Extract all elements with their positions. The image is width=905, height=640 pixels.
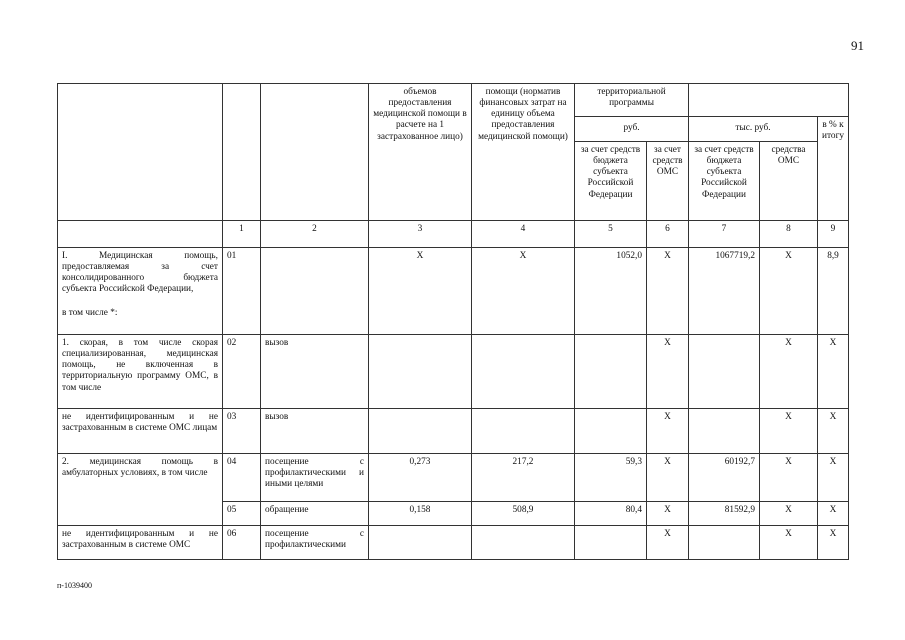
row-code: 02	[223, 335, 261, 409]
row-value: 217,2	[472, 454, 575, 502]
row-value: Х	[647, 335, 689, 409]
row-value	[472, 409, 575, 454]
row-value: 81592,9	[689, 502, 760, 526]
table-row	[58, 526, 849, 560]
row-name-extra: в том числе *:	[62, 307, 118, 318]
row-value	[472, 335, 575, 409]
row-value: Х	[760, 454, 818, 502]
row-value: 60192,7	[689, 454, 760, 502]
column-number: 7	[689, 221, 760, 248]
row-unit: посещение с профилактическими	[261, 526, 369, 560]
row-value: Х	[760, 248, 818, 335]
row-code: 05	[223, 502, 261, 526]
column-number: 2	[261, 221, 369, 248]
header-rub: руб.	[575, 117, 689, 142]
row-value: Х	[818, 409, 849, 454]
column-number: 4	[472, 221, 575, 248]
row-value: Х	[647, 454, 689, 502]
header-thous-rub: тыс. руб.	[689, 117, 818, 142]
header-budget-thous: за счет средств бюджета субъекта Российской Федерации	[689, 142, 760, 221]
row-unit: обращение	[261, 502, 369, 526]
row-value	[575, 335, 647, 409]
row-unit: посещение с профилактическими и иными целями	[261, 454, 369, 502]
row-value: Х	[760, 502, 818, 526]
row-name: не идентифицированным и не застрахованным в системе ОМС	[58, 526, 223, 560]
table-row	[58, 454, 849, 502]
table-row	[58, 335, 849, 409]
row-value: Х	[647, 526, 689, 560]
column-number: 9	[818, 221, 849, 248]
row-value: 0,158	[369, 502, 472, 526]
row-code: 01	[223, 248, 261, 335]
header-oms-thous: средства ОМС	[760, 142, 818, 221]
row-unit: вызов	[261, 409, 369, 454]
table-row	[58, 248, 849, 335]
row-name: не идентифицированным и не застрахованным в системе ОМС лицам	[58, 409, 223, 454]
header-row	[58, 84, 849, 117]
row-value	[575, 409, 647, 454]
row-name	[58, 248, 223, 335]
table-row	[58, 409, 849, 454]
row-value: Х	[369, 248, 472, 335]
header-territorial: территориальной программы	[575, 84, 689, 117]
row-value: Х	[472, 248, 575, 335]
row-unit: вызов	[261, 335, 369, 409]
row-value	[369, 526, 472, 560]
document-code: п-1039400	[57, 581, 92, 590]
row-value	[689, 526, 760, 560]
row-value	[369, 335, 472, 409]
row-value: Х	[760, 526, 818, 560]
header-budget-rub: за счет средств бюджета субъекта Российской Федерации	[575, 142, 647, 221]
row-value: Х	[647, 502, 689, 526]
row-value: 1052,0	[575, 248, 647, 335]
row-value: 59,3	[575, 454, 647, 502]
row-value	[689, 335, 760, 409]
row-code: 06	[223, 526, 261, 560]
column-number-row	[58, 221, 849, 248]
row-code: 03	[223, 409, 261, 454]
row-code: 04	[223, 454, 261, 502]
row-value: 508,9	[472, 502, 575, 526]
row-unit	[261, 248, 369, 335]
row-value: 0,273	[369, 454, 472, 502]
row-name: 2. медицинская помощь в амбулаторных условиях, в том числе	[58, 454, 223, 526]
column-number: 3	[369, 221, 472, 248]
row-value: Х	[760, 335, 818, 409]
row-name: 1. скорая, в том числе скорая специализированная, медицинская помощь, не включенная в территориальную программу ОМС, в том числе	[58, 335, 223, 409]
row-value	[575, 526, 647, 560]
header-cost-norm: помощи (норматив финансовых затрат на единицу объема предоставления медицинской помощи)	[472, 84, 575, 221]
column-number: 5	[575, 221, 647, 248]
header-oms-rub: за счет средств ОМС	[647, 142, 689, 221]
row-value: 8,9	[818, 248, 849, 335]
row-value	[369, 409, 472, 454]
column-number: 6	[647, 221, 689, 248]
row-value: Х	[818, 526, 849, 560]
row-value: 1067719,2	[689, 248, 760, 335]
row-value: Х	[760, 409, 818, 454]
header-cell-code	[223, 84, 261, 221]
column-number: 8	[760, 221, 818, 248]
header-cell-name	[58, 84, 223, 221]
row-value: Х	[818, 454, 849, 502]
header-cell-blank	[689, 84, 849, 117]
page-number: 91	[851, 38, 864, 53]
row-value: Х	[818, 335, 849, 409]
row-value: 80,4	[575, 502, 647, 526]
header-volume: объемов предоставления медицинской помощи в расчете на 1 застрахованное лицо)	[369, 84, 472, 221]
row-value	[689, 409, 760, 454]
row-value: Х	[647, 409, 689, 454]
header-percent: в % к итогу	[818, 117, 849, 221]
column-number: 1	[223, 221, 261, 248]
header-cell-unit	[261, 84, 369, 221]
row-value: Х	[647, 248, 689, 335]
row-value: Х	[818, 502, 849, 526]
row-name-text: I. Медицинская помощь, предоставляемая за счет консолидированного бюджета субъекта Российской Федерации,	[62, 251, 218, 295]
financing-table	[57, 83, 849, 560]
column-number	[58, 221, 223, 248]
row-value	[472, 526, 575, 560]
